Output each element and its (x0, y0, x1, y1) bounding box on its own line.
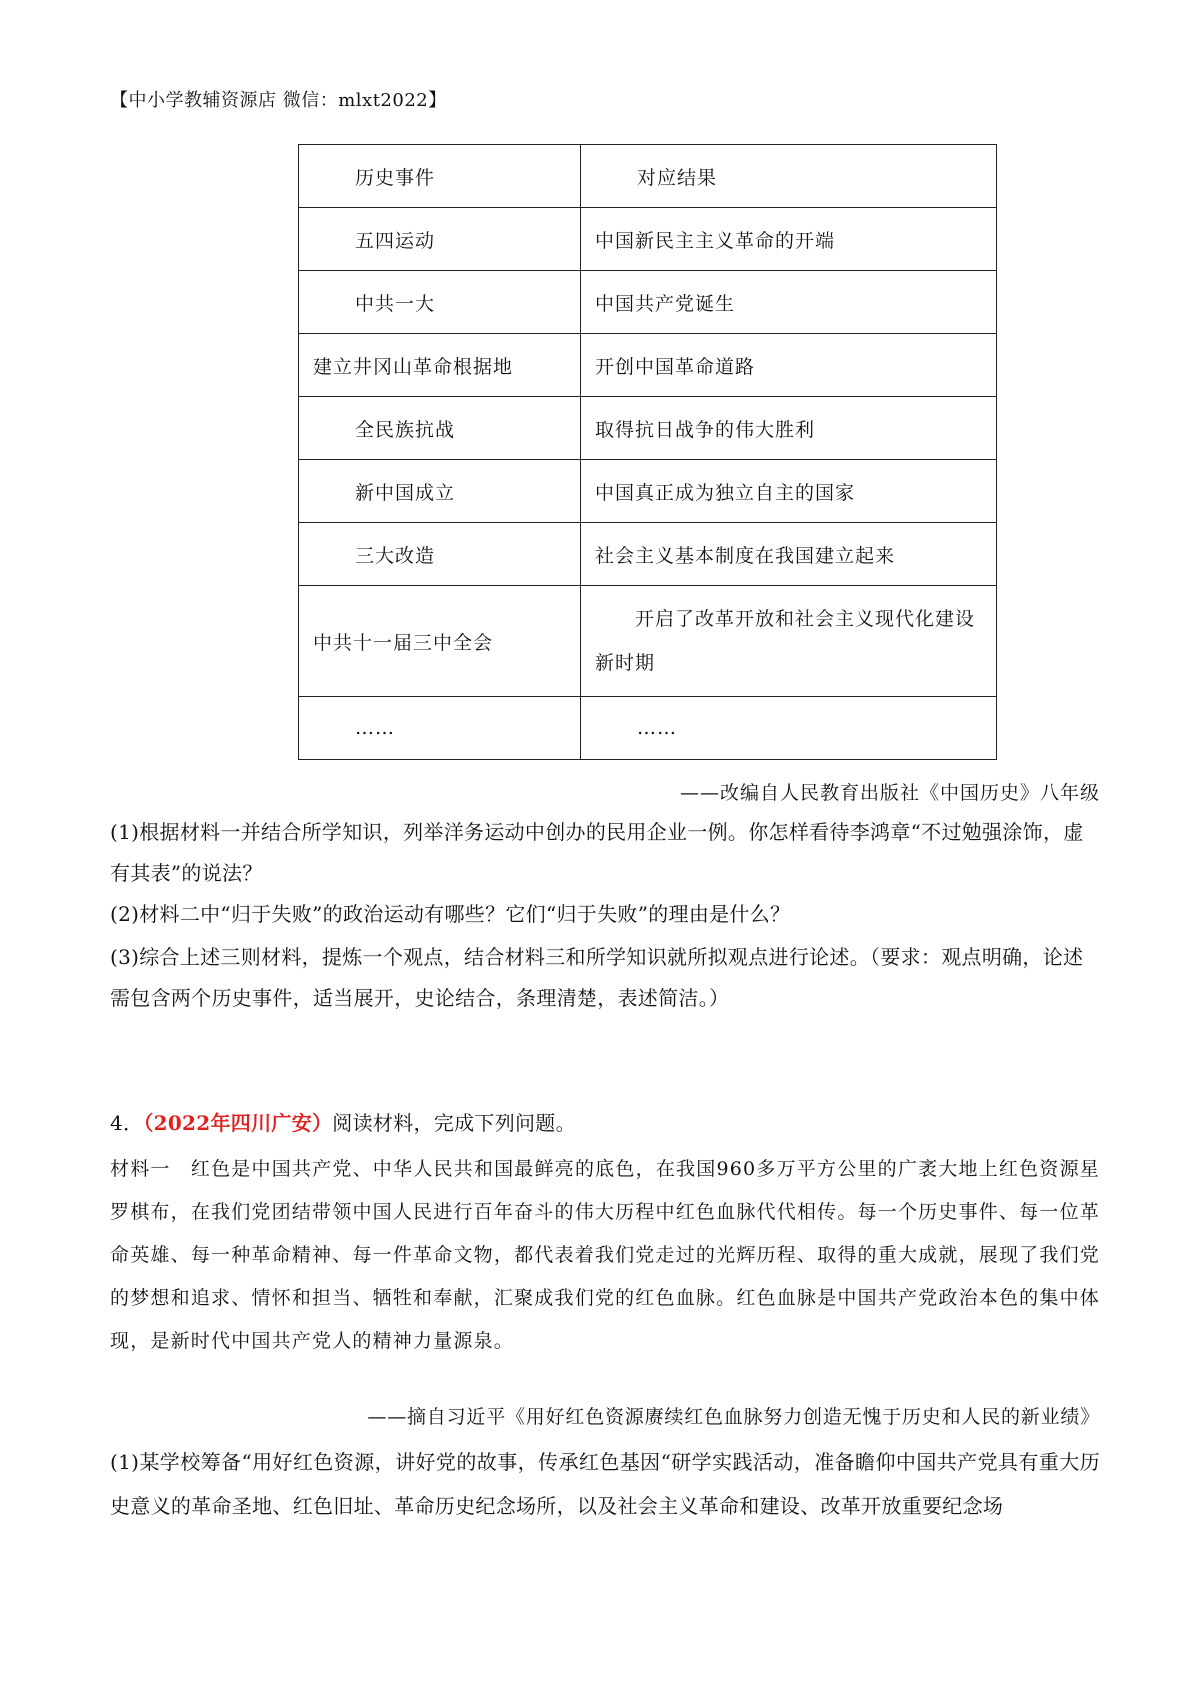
table-row (299, 334, 997, 397)
event-cell: 建立井冈山革命根据地 (299, 334, 581, 397)
table-row (299, 697, 997, 760)
question-3-2: (2)材料二中“归于失败”的政治运动有哪些？它们“归于失败”的理由是什么？ (110, 902, 791, 926)
result-cell: 中国新民主主义革命的开端 (581, 208, 997, 271)
event-cell: 三大改造 (299, 523, 581, 586)
result-cell: 社会主义基本制度在我国建立起来 (581, 523, 997, 586)
material-one-paragraph: 材料一 红色是中国共产党、中华人民共和国最鲜亮的底色，在我国960多万平方公里的广袤大地上红色资源星罗棋布，在我们党团结带领中国人民进行百年奋斗的伟大历程中红色血脉代代相传。每一个历史事件、每一位革命英雄、每一种革命精神、每一件革命文物，都代表着我们党走过的光辉历程、取得的重大成就，展现了我们党的梦想和追求、情怀和担当、牺牲和奉献，汇聚成我们党的红色血脉。红色血脉是中国共产党政治本色的集中体现，是新时代中国共产党人的精神力量源泉。 (110, 1158, 1100, 1352)
result-cell: 开创中国革命道路 (581, 334, 997, 397)
history-events-table (298, 144, 997, 760)
question-4-heading (110, 1107, 576, 1136)
question-3-1: (1)根据材料一并结合所学知识，列举洋务运动中创办的民用企业一例。你怎样看待李鸿章“不过勉强涂饰，虚有其表”的说法？ (110, 820, 1084, 885)
material-source-citation: ——摘自习近平《用好红色资源赓续红色血脉努力创造无愧于历史和人民的新业绩》 (367, 1406, 1100, 1428)
result-cell: 中国真正成为独立自主的国家 (581, 460, 997, 523)
page-header: 【中小学教辅资源店 微信：mlxt2022】 (110, 90, 447, 111)
table-header-row (299, 145, 997, 208)
table-row (299, 208, 997, 271)
exam-source-tag: （2022年四川广安） (143, 1111, 333, 1135)
result-cell: 取得抗日战争的伟大胜利 (581, 397, 997, 460)
question-3-3: (3)综合上述三则材料，提炼一个观点，结合材料三和所学知识就所拟观点进行论述。（要求：观点明确，论述需包含两个历史事件，适当展开，史论结合，条理清楚，表述简洁。） (110, 945, 1084, 1010)
event-cell: 五四运动 (299, 208, 581, 271)
table-source-citation: ——改编自人民教育出版社《中国历史》八年级 (679, 782, 1100, 804)
question-number: 4． (110, 1111, 144, 1135)
table-row (299, 460, 997, 523)
table-row (299, 523, 997, 586)
table-header-cell: 历史事件 (299, 145, 581, 208)
table-row (299, 397, 997, 460)
question-prompt: 阅读材料，完成下列问题。 (332, 1111, 576, 1135)
table-row (299, 586, 997, 697)
result-cell: 中国共产党诞生 (581, 271, 997, 334)
event-cell: …… (299, 697, 581, 760)
event-cell: 中共一大 (299, 271, 581, 334)
question-4-1: (1)某学校筹备“用好红色资源，讲好党的故事，传承红色基因“研学实践活动，准备瞻仰中国共产党具有重大历史意义的革命圣地、红色旧址、革命历史纪念场所，以及社会主义革命和建设、改革开放重要纪念场 (110, 1450, 1100, 1518)
event-cell: 全民族抗战 (299, 397, 581, 460)
table-row (299, 271, 997, 334)
event-cell: 新中国成立 (299, 460, 581, 523)
result-cell: 开启了改革开放和社会主义现代化建设新时期 (581, 586, 997, 697)
event-cell: 中共十一届三中全会 (299, 586, 581, 697)
result-cell: …… (581, 697, 997, 760)
table-header-cell: 对应结果 (581, 145, 997, 208)
